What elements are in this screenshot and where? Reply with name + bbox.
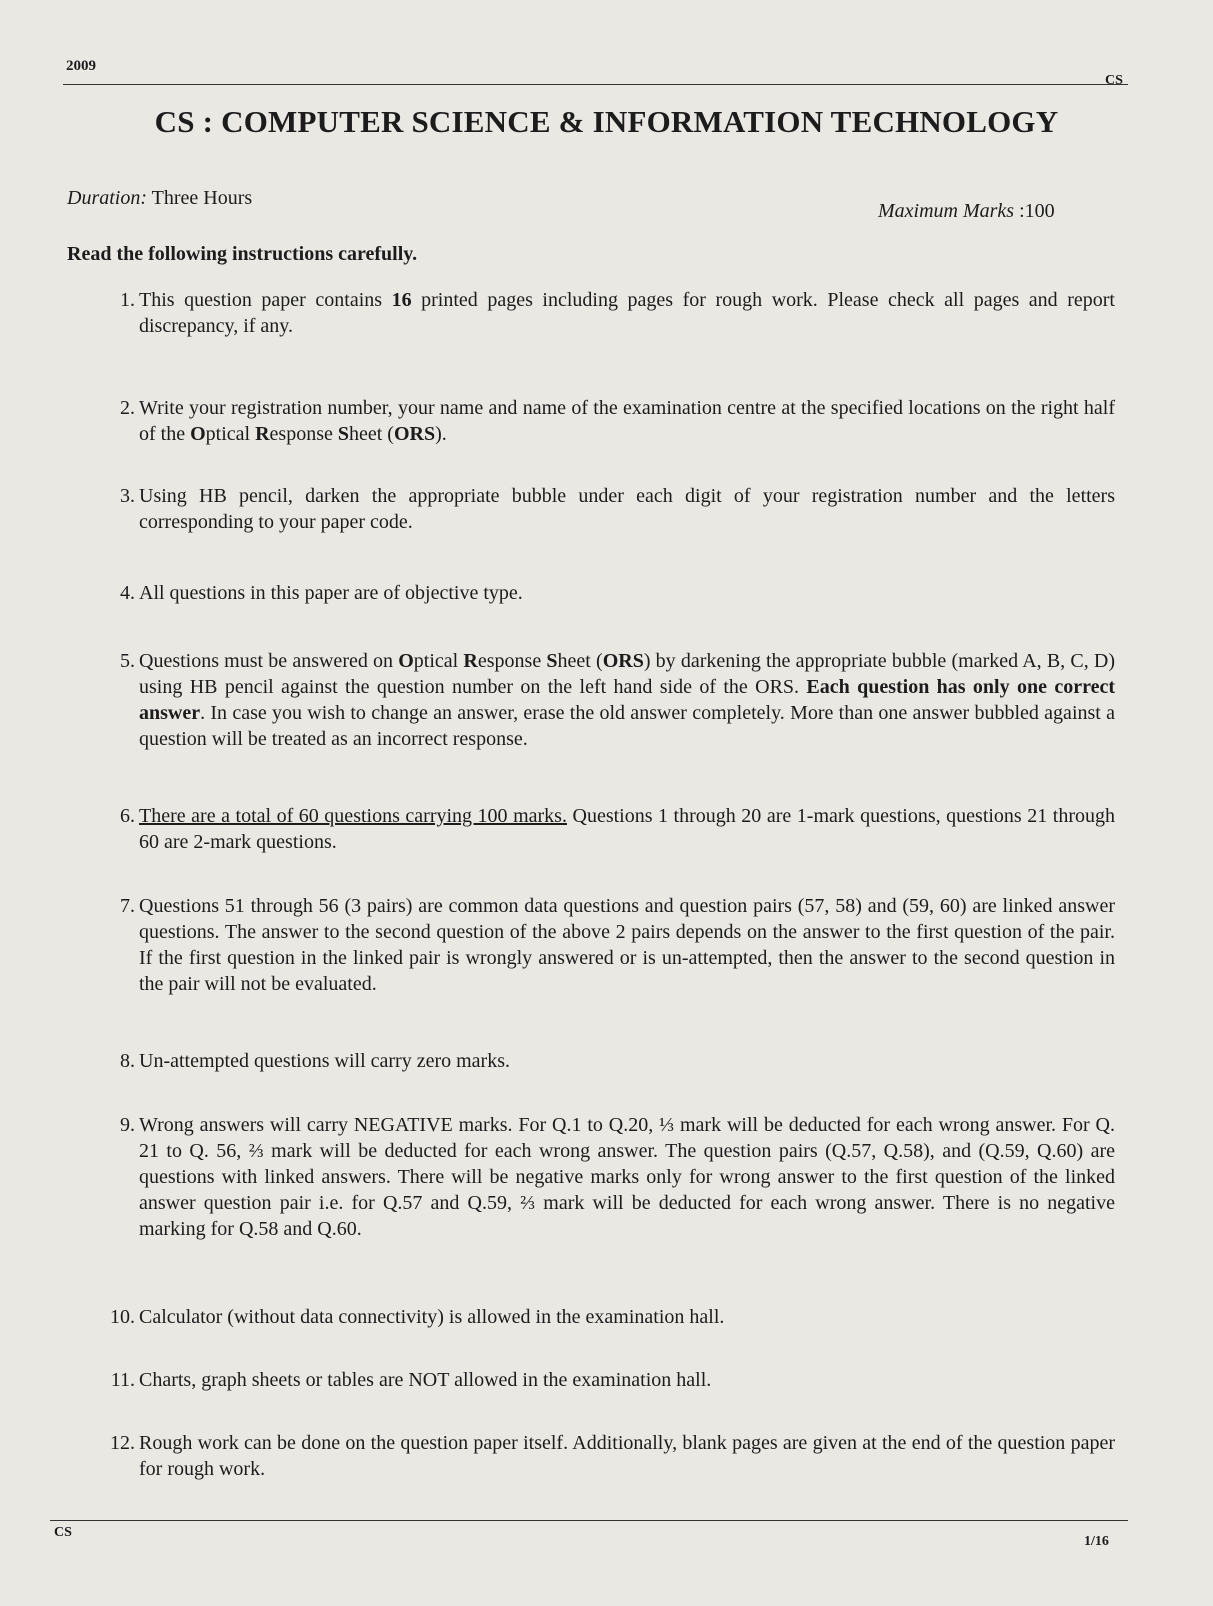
instruction-text-run: ) by darkening the appropriate bubble (marked A, B, C, D) using HB pencil against the question number on the left hand side of the ORS. — [139, 650, 1115, 698]
instructions-heading: Read the following instructions carefully. — [67, 243, 418, 265]
duration — [67, 187, 252, 210]
instruction-text-run: heet ( — [349, 423, 394, 445]
instruction-text-run: 16 — [391, 289, 412, 311]
instruction-number: 2. — [120, 397, 135, 419]
instruction-text — [139, 1048, 1115, 1074]
instruction-text — [139, 483, 1115, 535]
instruction-item — [95, 580, 1115, 606]
duration-label: Duration: — [67, 187, 147, 209]
instruction-item — [95, 1304, 1115, 1330]
instruction-text — [139, 1304, 1115, 1330]
instruction-text — [139, 1112, 1115, 1242]
instruction-text-run: S — [337, 423, 349, 445]
instruction-number: 5. — [120, 650, 135, 672]
instruction-text — [139, 1367, 1115, 1393]
instruction-item — [95, 395, 1115, 447]
instruction-text-run: Rough work can be done on the question paper itself. Additionally, blank pages are given at the end of the question paper for rough work. — [139, 1432, 1115, 1480]
instruction-text-run: ptical — [413, 650, 464, 672]
max-marks-label: Maximum Marks — [878, 200, 1015, 222]
page-title: CS : COMPUTER SCIENCE & INFORMATION TECHNOLOGY — [154, 104, 1059, 139]
instruction-item — [95, 803, 1115, 855]
instruction-text-run: Questions 51 through 56 (3 pairs) are common data questions and question pairs (57, 58) and (59, 60) are linked answer questions. The answer to the second question of the above 2 pairs depends on the answer to the first question of the pair. If the first question in the linked pair is wrongly answered or is un-attempted, then the answer to the second question in the pair will not be evaluated. — [139, 895, 1115, 995]
instruction-text-run: printed pages including pages for rough work. Please check all pages and report discrepancy, if any. — [139, 289, 1115, 337]
instruction-item — [95, 287, 1115, 339]
instruction-number: 11. — [110, 1369, 135, 1391]
instruction-number: 10. — [110, 1306, 135, 1328]
instruction-text-run: Using HB pencil, darken the appropriate bubble under each digit of your registration number and the letters corresponding to your paper code. — [139, 485, 1115, 533]
instruction-text — [139, 1430, 1115, 1482]
instruction-text-run: Each question has only one correct answer — [139, 676, 1116, 724]
instruction-text-run: ORS — [393, 423, 436, 445]
instruction-number: 8. — [120, 1050, 135, 1072]
instruction-text-run: There are a total of 60 questions carrying 100 marks. — [139, 805, 567, 827]
footer-divider — [50, 1520, 1128, 1521]
instruction-text — [139, 893, 1115, 997]
instruction-text-run: Wrong answers will carry NEGATIVE marks. For Q.1 to Q.20, ⅓ mark will be deducted for each wrong answer. For Q. 21 to Q. 56, ⅔ mark will be deducted for each wrong answer. The question pairs (Q.57, Q.58), and (Q.59, Q.60) are questions with linked answers. There will be negative marks only for wrong answer to the first question of the linked answer question pair i.e. for Q.57 and Q.59, ⅔ mark will be deducted for each wrong answer. There is no negative marking for Q.58 and Q.60. — [139, 1114, 1115, 1240]
instruction-text-run: esponse — [477, 650, 547, 672]
instruction-item — [95, 893, 1115, 997]
instruction-number: 9. — [120, 1114, 135, 1136]
instruction-text-run: Calculator (without data connectivity) is allowed in the examination hall. — [139, 1306, 725, 1328]
header-divider — [63, 84, 1128, 85]
instruction-text — [139, 803, 1115, 855]
instruction-text-run: ). — [435, 423, 447, 445]
instruction-text-run: Write your registration number, your name and name of the examination centre at the specified locations on the right half of the — [139, 397, 1115, 445]
instruction-text-run: R — [463, 650, 478, 672]
instruction-text-run: ORS — [602, 650, 644, 672]
max-marks-value: :100 — [1014, 200, 1055, 222]
instruction-item — [95, 1367, 1115, 1393]
instruction-text — [139, 395, 1115, 447]
instruction-text — [139, 648, 1115, 752]
instruction-number: 12. — [110, 1432, 135, 1454]
instruction-text-run: R — [255, 423, 270, 445]
instruction-item — [95, 648, 1115, 752]
instruction-text-run: S — [546, 650, 558, 672]
instruction-text — [139, 287, 1115, 339]
instruction-item — [95, 483, 1115, 535]
instruction-text-run: Un-attempted questions will carry zero marks. — [139, 1050, 510, 1072]
year-label: 2009 — [66, 58, 96, 74]
instruction-text-run: This question paper contains — [139, 289, 392, 311]
instruction-number: 6. — [120, 805, 135, 827]
instruction-item — [95, 1112, 1115, 1242]
page-number: 1/16 — [1084, 1534, 1109, 1549]
duration-value: Three Hours — [147, 187, 253, 209]
instruction-text-run: O — [190, 423, 206, 445]
instruction-number: 1. — [120, 289, 135, 311]
instruction-text-run: Questions 1 through 20 are 1-mark questions, questions 21 through 60 are 2-mark questions. — [139, 805, 1115, 853]
instruction-item — [95, 1430, 1115, 1482]
instruction-number: 7. — [120, 895, 135, 917]
instruction-item — [95, 1048, 1115, 1074]
instruction-text — [139, 580, 1115, 606]
instruction-text-run: ptical — [205, 423, 256, 445]
instruction-text-run: heet ( — [557, 650, 603, 672]
instruction-text-run: esponse — [269, 423, 338, 445]
max-marks — [878, 200, 1055, 223]
instruction-text-run: All questions in this paper are of objective type. — [139, 582, 523, 604]
paper-code-bottom: CS — [54, 1525, 72, 1540]
instruction-number: 3. — [120, 485, 135, 507]
instruction-text-run: O — [398, 650, 414, 672]
paper-code-top: CS — [1105, 73, 1123, 88]
instruction-text-run: Questions must be answered on — [139, 650, 399, 672]
instruction-text-run: . In case you wish to change an answer, erase the old answer completely. More than one answer bubbled against a question will be treated as an incorrect response. — [139, 702, 1115, 750]
instruction-text-run: Charts, graph sheets or tables are NOT allowed in the examination hall. — [139, 1369, 712, 1391]
instruction-number: 4. — [120, 582, 135, 604]
